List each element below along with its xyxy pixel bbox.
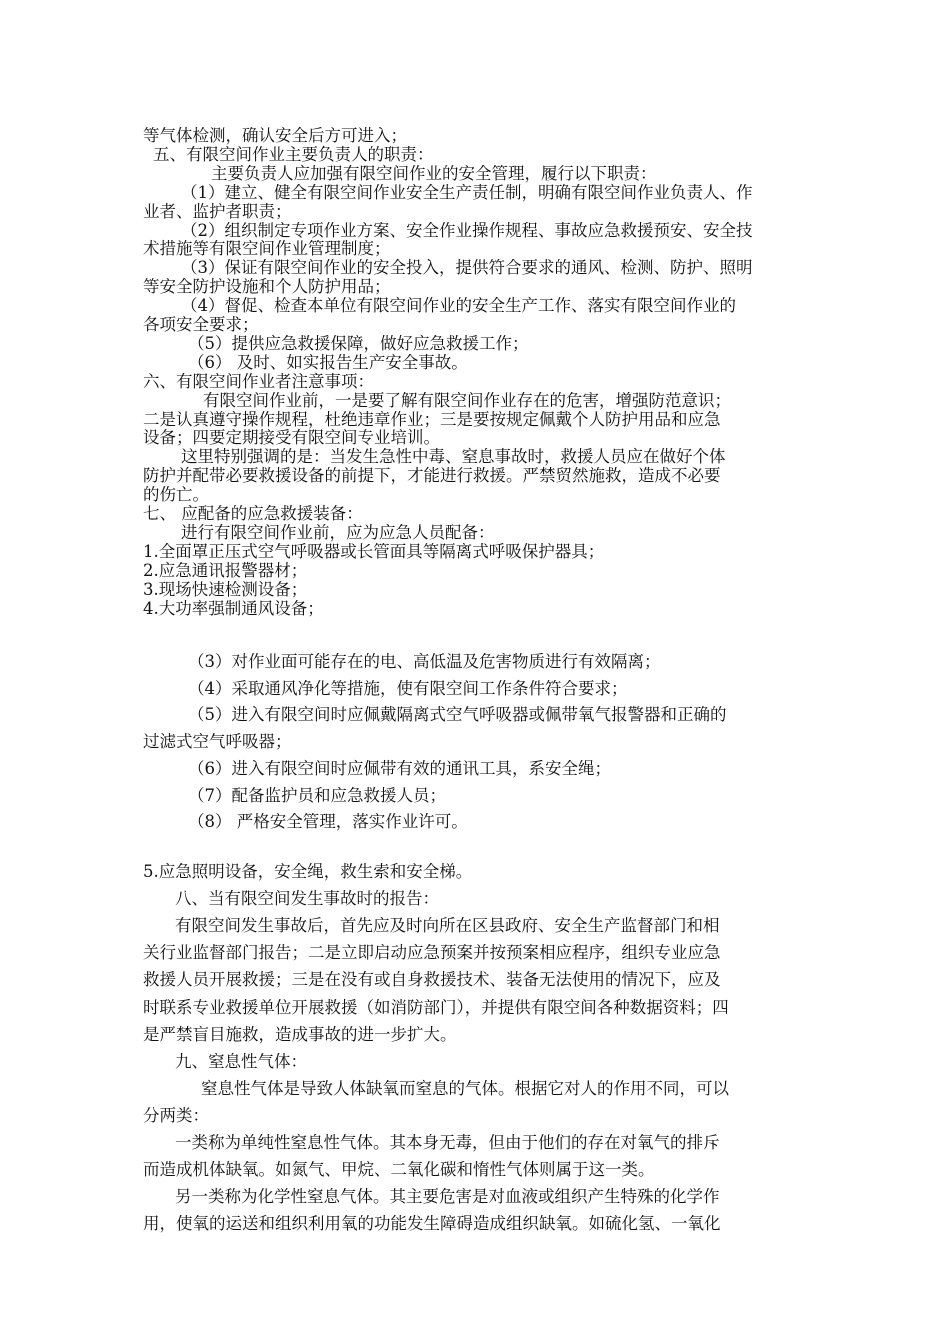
text-line: 设备；四要定期接受有限空间专业培训。 (143, 428, 440, 448)
text-line: （8） 严格安全管理，落实作业许可。 (188, 812, 468, 832)
text-line: 防护并配带必要救援设备的前提下，才能进行救援。严禁贸然施救，造成不必要 (143, 466, 721, 486)
text-line: 5.应急照明设备，安全绳，救生索和安全梯。 (143, 862, 473, 881)
text-line: 1.全面罩正压式空气呼吸器或长管面具等隔离式呼吸保护器具； (143, 541, 605, 561)
text-line: 有限空间作业前，一是要了解有限空间作业存在的危害，增强防范意识； (203, 390, 731, 410)
text-line: 4.大功率强制通风设备； (143, 598, 324, 618)
text-line: （4）督促、检查本单位有限空间作业的安全生产工作、落实有限空间作业的 (181, 296, 736, 316)
text-line: 关行业监督部门报告；二是立即启动应急预案并按预案相应程序，组织专业应急 (143, 943, 721, 963)
text-line: （4）采取通风净化等措施，使有限空间工作条件符合要求； (188, 678, 628, 698)
text-line: 时联系专业救援单位开展救援（如消防部门），并提供有限空间各种数据资料；四 (143, 997, 729, 1017)
text-line: （3）对作业面可能存在的电、高低温及危害物质进行有效隔离； (188, 652, 661, 671)
text-line: 3.现场快速检测设备； (143, 579, 308, 599)
text-line: 是严禁盲目施救，造成事故的进一步扩大。 (143, 1024, 457, 1044)
text-line: 等安全防护设施和个人防护用品； (143, 277, 391, 297)
text-line: 救援人员开展救援；三是在没有或自身救援技术、装备无法使用的情况下，应及 (143, 970, 721, 990)
text-line: 五、有限空间作业主要负责人的职责： (153, 144, 434, 164)
text-line: （7）配备监护员和应急救援人员； (188, 785, 446, 805)
text-line: 主要负责人应加强有限空间作业的安全管理，履行以下职责： (211, 163, 657, 183)
text-line: （6）进入有限空间时应佩带有效的通讯工具，系安全绳； (188, 758, 611, 778)
text-line: 进行有限空间作业前，应为应急人员配备： (181, 522, 495, 542)
text-line: 等气体检测，确认安全后方可进入； (143, 126, 407, 145)
text-line: （6） 及时、如实报告生产安全事故。 (188, 352, 468, 372)
text-line: （1）建立、健全有限空间作业安全生产责任制，明确有限空间作业负责人、作 (181, 182, 753, 202)
text-line: 这里特别强调的是：当发生急性中毒、窒息事故时，救援人员应在做好个体 (181, 447, 726, 467)
text-line: 六、有限空间作业者注意事项： (143, 371, 374, 391)
text-line: 术措施等有限空间作业管理制度； (143, 239, 391, 259)
text-line: 分两类： (143, 1105, 209, 1125)
text-line: （2）组织制定专项作业方案、安全作业操作规程、事故应急救援预安、安全技 (181, 220, 753, 240)
text-line: 而造成机体缺氧。如氮气、甲烷、二氧化碳和惰性气体则属于这一类。 (143, 1160, 655, 1180)
text-line: 各项安全要求； (143, 315, 259, 334)
text-line: 业者、监护者职责； (143, 201, 292, 221)
text-line: 一类称为单纯性窒息性气体。其本身无毒，但由于他们的存在对氧气的排斥 (175, 1133, 720, 1152)
text-line: 七、 应配备的应急救援装备： (143, 504, 363, 523)
text-line: 八、当有限空间发生事故时的报告： (175, 889, 439, 909)
text-line: 用，使氧的运送和组织利用氧的功能发生障碍造成组织缺氧。如硫化氢、一氧化 (143, 1214, 721, 1234)
text-line: 的伤亡。 (143, 485, 209, 505)
text-line: 另一类称为化学性窒息气体。其主要危害是对血液或组织产生特殊的化学作 (175, 1187, 720, 1207)
text-line: 二是认真遵守操作规程，杜绝违章作业；三是要按规定佩戴个人防护用品和应急 (143, 409, 721, 429)
text-line: （3）保证有限空间作业的安全投入，提供符合要求的通风、检测、防护、照明 (181, 258, 753, 278)
text-line: 2.应急通讯报警器材； (143, 560, 308, 580)
text-line: 过滤式空气呼吸器； (143, 732, 292, 752)
text-line: 有限空间发生事故后，首先应及时向所在区县政府、安全生产监督部门和相 (175, 916, 720, 936)
text-line: （5）进入有限空间时应佩戴隔离式空气呼吸器或佩带氧气报警器和正确的 (188, 705, 727, 725)
text-line: （5）提供应急救援保障，做好应急救援工作； (188, 333, 529, 353)
text-line: 九、窒息性气体： (175, 1051, 307, 1071)
text-line: 窒息性气体是导致人体缺氧而窒息的气体。根据它对人的作用不同，可以 (201, 1078, 729, 1098)
